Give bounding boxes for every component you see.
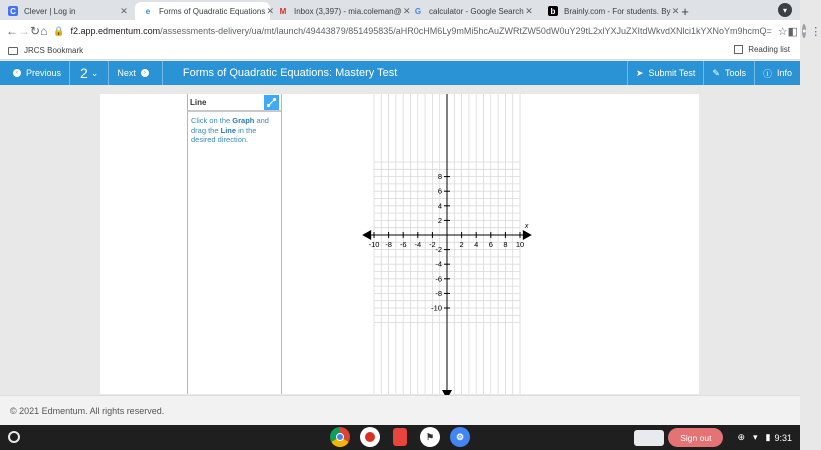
wifi-icon[interactable]: ▾ bbox=[752, 432, 758, 442]
y-tick-label: -2 bbox=[435, 245, 442, 255]
x-axis-label: x bbox=[524, 223, 529, 230]
close-icon[interactable]: ✕ bbox=[120, 5, 128, 16]
tool-instructions bbox=[188, 112, 281, 149]
status-tray bbox=[634, 428, 792, 447]
close-icon[interactable]: ✕ bbox=[671, 5, 680, 16]
tool-label: Line bbox=[190, 97, 207, 107]
lock-icon: 🔒 bbox=[53, 25, 65, 36]
info-button[interactable] bbox=[755, 61, 800, 85]
graph-canvas[interactable] bbox=[287, 94, 617, 394]
bookmarks-bar bbox=[0, 42, 800, 60]
y-tick-label: 4 bbox=[437, 201, 442, 211]
page-footer bbox=[0, 395, 800, 425]
x-tick-label: 10 bbox=[515, 240, 525, 249]
submit-icon: ➤ bbox=[636, 67, 644, 78]
next-label: Next bbox=[117, 68, 136, 78]
tab-gmail[interactable] bbox=[270, 2, 411, 20]
home-button[interactable]: ⌂ bbox=[40, 24, 48, 38]
folder-icon bbox=[8, 47, 18, 55]
x-tick-label: 2 bbox=[459, 240, 464, 249]
previous-button[interactable] bbox=[0, 61, 69, 85]
wrench-icon: ✎ bbox=[712, 67, 720, 78]
docs-app-icon[interactable] bbox=[393, 428, 407, 446]
question-number: 2 bbox=[80, 65, 88, 81]
tab-title: calculator - Google Search bbox=[429, 6, 524, 16]
back-button[interactable]: ← bbox=[6, 24, 18, 38]
browser-toolbar bbox=[0, 20, 821, 42]
question-card bbox=[100, 94, 699, 394]
info-icon: ⓘ bbox=[762, 68, 772, 79]
header-actions bbox=[627, 61, 800, 85]
tool-header bbox=[188, 94, 281, 112]
reading-list-icon bbox=[734, 45, 743, 54]
x-tick-label: -10 bbox=[368, 240, 380, 249]
new-tab-button[interactable]: + bbox=[681, 3, 689, 19]
question-selector[interactable] bbox=[70, 61, 108, 85]
instruction-text: Click on the bbox=[191, 116, 233, 125]
tools-label: Tools bbox=[724, 68, 746, 78]
chevron-right-icon: › bbox=[141, 69, 149, 77]
graph-tool-panel bbox=[187, 94, 282, 394]
profile-avatar[interactable]: ● bbox=[802, 24, 806, 38]
pinned-apps bbox=[325, 427, 475, 447]
notification-icon[interactable]: ⊕ bbox=[737, 432, 745, 442]
menu-icon[interactable]: ⋮ bbox=[810, 25, 821, 38]
line-tool-icon bbox=[266, 97, 277, 108]
close-icon[interactable]: ✕ bbox=[525, 5, 533, 16]
browser-tab-strip bbox=[0, 0, 800, 20]
close-icon[interactable]: ✕ bbox=[402, 5, 411, 16]
clock[interactable]: 9:31 bbox=[774, 432, 792, 443]
y-tick-label: 6 bbox=[437, 186, 442, 196]
info-label: Info bbox=[776, 68, 792, 78]
x-tick-label: 4 bbox=[474, 240, 479, 249]
bookmark-star-icon[interactable]: ☆ bbox=[777, 25, 788, 38]
tools-button[interactable] bbox=[704, 61, 754, 85]
url-path: /assessments-delivery/ua/mt/launch/49443879/851495835/aHR0cHM6Ly9mMi5hcAuZWRtZW50dW0uY29tL2xlYXJuZXItdWkvdXNlci1kYXNoYm9hcmQ= bbox=[160, 26, 772, 36]
vpn-app-icon[interactable]: ⚑ bbox=[420, 427, 440, 447]
settings-icon[interactable]: ⚙ bbox=[450, 427, 470, 447]
window-thumbnail[interactable] bbox=[634, 430, 664, 446]
y-tick-label: -4 bbox=[435, 259, 442, 269]
assessment-header bbox=[0, 61, 800, 85]
launcher-icon[interactable] bbox=[8, 431, 20, 443]
address-bar[interactable] bbox=[53, 22, 771, 40]
tab-title: Inbox (3,397) - mia.coleman@ bbox=[294, 6, 402, 16]
instruction-emphasis: Graph bbox=[232, 116, 255, 125]
bookmark-label: JRCS Bookmark bbox=[24, 46, 84, 55]
page-title: Forms of Quadratic Equations: Mastery Test bbox=[182, 67, 398, 79]
google-icon: G bbox=[414, 6, 422, 16]
x-tick-label: -2 bbox=[429, 240, 436, 249]
reading-list-label: Reading list bbox=[748, 45, 790, 54]
tab-brainly[interactable] bbox=[540, 2, 680, 20]
clever-icon: C bbox=[8, 6, 18, 16]
chevron-left-icon: ‹ bbox=[13, 69, 21, 77]
tab-google-search[interactable] bbox=[405, 2, 540, 20]
y-tick-label: 8 bbox=[437, 172, 442, 182]
submit-test-button[interactable] bbox=[628, 61, 703, 85]
x-tick-label: 8 bbox=[503, 240, 508, 249]
tab-title: Forms of Quadratic Equations bbox=[159, 6, 266, 16]
next-button[interactable] bbox=[109, 61, 162, 85]
x-axis-arrow-left bbox=[362, 230, 371, 240]
coordinate-graph[interactable] bbox=[287, 94, 617, 394]
sign-out-button[interactable]: Sign out bbox=[668, 428, 723, 447]
os-shelf bbox=[0, 425, 800, 450]
line-tool-button[interactable] bbox=[264, 95, 279, 110]
copyright: © 2021 Edmentum. All rights reserved. bbox=[10, 405, 165, 416]
instruction-text: in the desired direction. bbox=[191, 125, 257, 144]
bookmark-folder[interactable] bbox=[8, 46, 83, 55]
record-icon[interactable] bbox=[360, 427, 380, 447]
y-tick-label: -6 bbox=[435, 274, 442, 284]
instruction-emphasis: Line bbox=[220, 125, 237, 135]
reload-button[interactable]: ↻ bbox=[30, 24, 41, 38]
y-tick-label: -8 bbox=[435, 288, 442, 298]
main-content bbox=[0, 85, 800, 395]
chevron-down-icon: ⌄ bbox=[90, 67, 99, 78]
y-tick-label: -10 bbox=[431, 303, 442, 313]
chrome-icon[interactable] bbox=[330, 427, 350, 447]
brainly-icon: b bbox=[548, 6, 558, 16]
x-tick-label: -6 bbox=[399, 240, 407, 249]
x-tick-label: -4 bbox=[414, 240, 422, 249]
submit-label: Submit Test bbox=[648, 68, 696, 78]
tab-edmentum[interactable] bbox=[135, 2, 275, 20]
tab-title: Clever | Log in bbox=[24, 6, 76, 16]
close-icon[interactable]: ✕ bbox=[266, 5, 275, 16]
previous-label: Previous bbox=[26, 68, 62, 78]
tab-search-icon[interactable]: ▾ bbox=[778, 3, 792, 17]
battery-icon[interactable]: ▮ bbox=[765, 432, 771, 442]
url-host: f2.app.edmentum.com bbox=[70, 26, 161, 36]
tab-clever[interactable] bbox=[0, 2, 135, 20]
y-tick-label: 2 bbox=[437, 215, 442, 225]
reading-list-button[interactable] bbox=[734, 45, 790, 54]
x-tick-label: -8 bbox=[385, 240, 392, 249]
tab-title: Brainly.com - For students. By bbox=[564, 6, 671, 16]
x-tick-label: 6 bbox=[488, 240, 493, 249]
extensions-icon[interactable]: ◧ bbox=[787, 25, 799, 38]
x-axis-arrow-right bbox=[523, 230, 532, 240]
instruction-text: and drag the bbox=[191, 116, 269, 135]
gmail-icon: M bbox=[279, 6, 287, 16]
edmentum-icon: e bbox=[145, 6, 151, 16]
forward-button[interactable]: → bbox=[18, 24, 30, 38]
